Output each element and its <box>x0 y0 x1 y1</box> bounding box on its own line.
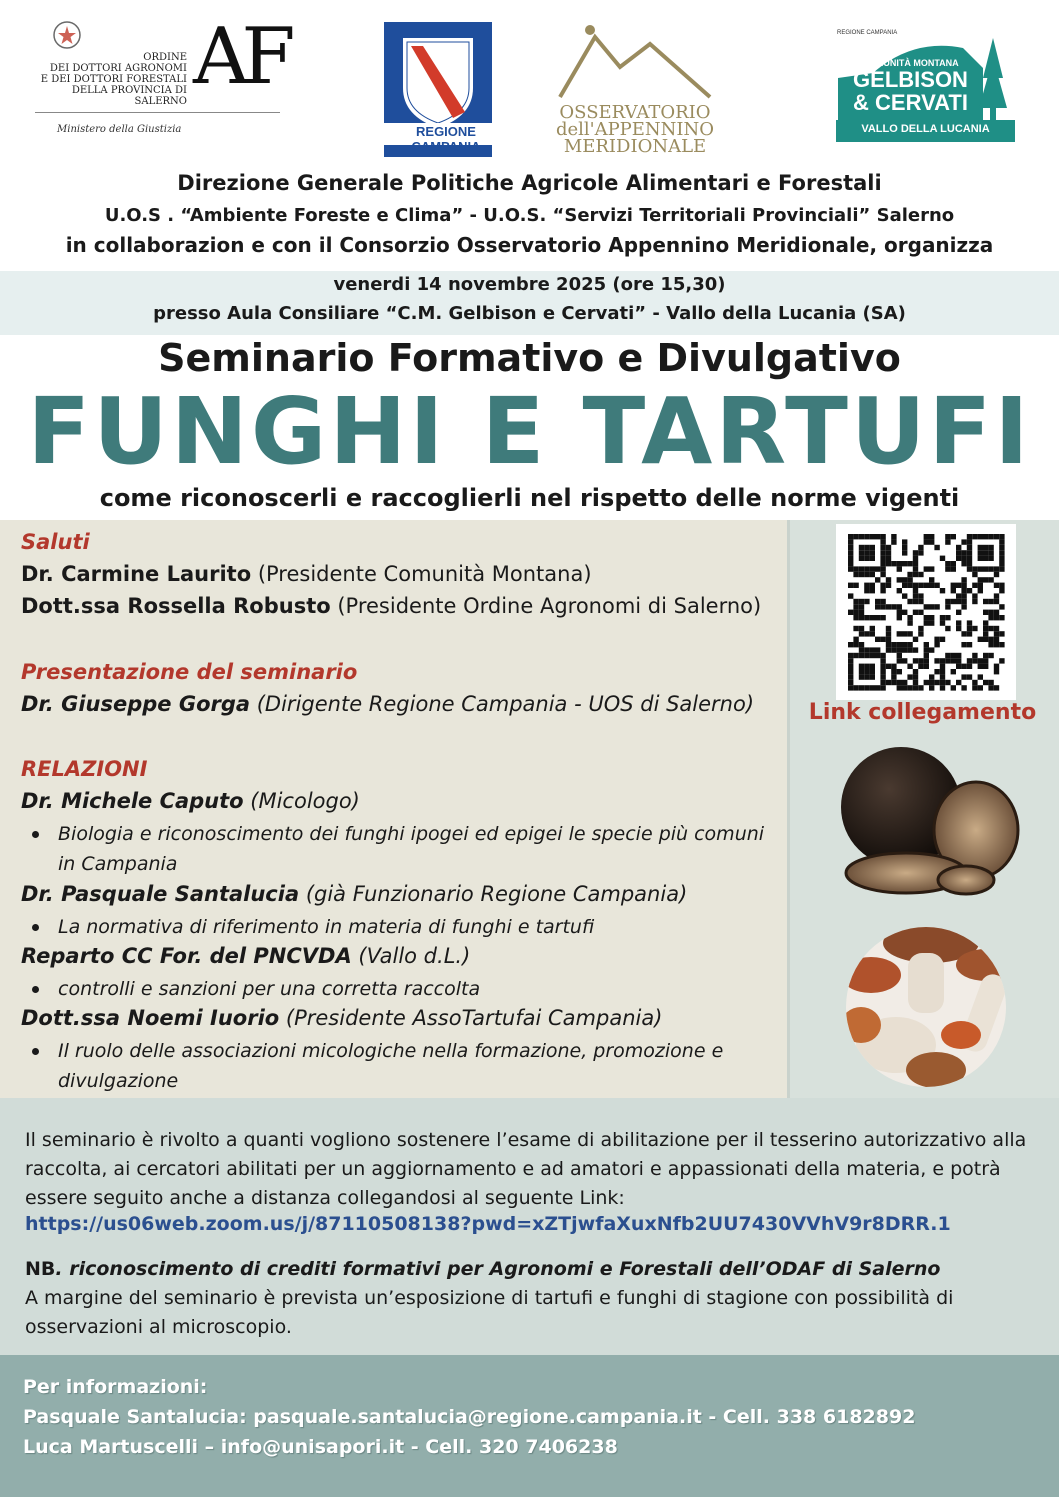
presentazione-heading: Presentazione del seminario <box>21 660 358 684</box>
speaker-caputo: Dr. Michele Caputo (Micologo) <box>21 789 360 813</box>
regione-campania-label: REGIONE CAMPANIA <box>411 124 481 154</box>
topic-santalucia: La normativa di riferimento in materia di funghi e tartufi <box>30 912 785 942</box>
event-venue: presso Aula Consiliare “C.M. Gelbison e Cervati” - Vallo della Lucania (SA) <box>153 303 906 324</box>
header-direzione: Direzione Generale Politiche Agricole Alimentari e Forestali <box>177 171 882 195</box>
event-date: venerdi 14 novembre 2025 (ore 15,30) <box>333 274 726 295</box>
link-collegamento-label: Link collegamento <box>808 700 1037 725</box>
gelbison-region-label: REGIONE CAMPANIA <box>837 30 898 36</box>
gelbison-cervati-logo <box>833 30 1018 145</box>
program-panel <box>0 520 787 1098</box>
regione-campania-logo <box>381 20 511 160</box>
info-intro: Il seminario è rivolto a quanti vogliono sostenere l’esame di abilitazione per il tesserino autorizzativo alla raccolta, ai cercatori abilitati per un aggiornamento e ad amatori e appassionati della materia, e potrà essere seguito anche a distanza collegandosi al seguente Link: <box>25 1129 1027 1209</box>
osservatorio-line-3: MERIDIONALE <box>563 136 707 157</box>
contact-panel <box>0 1355 1059 1497</box>
main-title: FUNGHI E TARTUFI <box>27 378 1032 485</box>
topic-caputo: Biologia e riconoscimento dei funghi ipogei ed epigei le specie più comuni in Campania <box>30 819 785 879</box>
odaf-af-mark: AF <box>193 12 288 102</box>
date-band <box>0 271 1059 335</box>
margine-note: A margine del seminario è prevista un’esposizione di tartufi e funghi di stagione con possibilità di osservazioni al microscopio. <box>25 1287 954 1338</box>
contacts-heading: Per informazioni: <box>23 1376 208 1398</box>
relazioni-heading: RELAZIONI <box>21 757 148 781</box>
contact-martuscelli[interactable]: Luca Martuscelli – info@unisapori.it - Cell. 320 7406238 <box>23 1436 618 1458</box>
osservatorio-line-1: OSSERVATORIO <box>559 102 711 123</box>
odaf-line-3: E DEI DOTTORI FORESTALI <box>40 74 187 85</box>
speaker-robusto: Dott.ssa Rossella Robusto (Presidente Ordine Agronomi di Salerno) <box>21 594 762 618</box>
header-uos: U.O.S . “Ambiente Foreste e Clima” - U.O.S. “Servizi Territoriali Provinciali” Salerno <box>104 205 955 226</box>
main-subtitle: come riconoscerli e raccoglierli nel rispetto delle norme vigenti <box>99 484 960 512</box>
speaker-iuorio: Dott.ssa Noemi Iuorio (Presidente AssoTartufai Campania) <box>21 1006 663 1030</box>
speaker-gorga: Dr. Giuseppe Gorga (Dirigente Regione Campania - UOS di Salerno) <box>21 692 755 716</box>
gelbison-name-2: & CERVATI <box>853 90 968 115</box>
truffle-image <box>836 745 1026 900</box>
speaker-santalucia: Dr. Pasquale Santalucia (già Funzionario Regione Campania) <box>21 882 688 906</box>
qr-code[interactable] <box>836 524 1016 700</box>
zoom-link[interactable]: https://us06web.zoom.us/j/87110508138?pwd=xZTjwfaXuxNfb2UU7430VVhV9r8DRR.1 <box>25 1213 951 1235</box>
ministero-label: Ministero della Giustizia <box>57 124 182 135</box>
qr-code-icon[interactable] <box>836 524 1016 700</box>
topic-reparto: controlli e sanzioni per una corretta raccolta <box>30 974 785 1004</box>
gelbison-bottom: VALLO DELLA LUCANIA <box>861 123 990 135</box>
speaker-reparto: Reparto CC For. del PNCVDA (Vallo d.L.) <box>21 944 471 968</box>
mushroom-image <box>836 925 1016 1090</box>
topic-iuorio: Il ruolo delle associazioni micologiche nella formazione, promozione e divulgazione <box>30 1036 785 1096</box>
contact-santalucia[interactable]: Pasquale Santalucia: pasquale.santalucia@regione.campania.it - Cell. 338 6182892 <box>23 1406 916 1428</box>
saluti-heading: Saluti <box>21 530 90 554</box>
odaf-line-4: DELLA PROVINCIA DI SALERNO <box>71 85 187 107</box>
gelbison-comunita: COMUNITÀ MONTANA <box>862 58 959 68</box>
speaker-laurito: Dr. Carmine Laurito (Presidente Comunità Montana) <box>21 562 592 586</box>
mountains-icon <box>550 22 720 102</box>
gelbison-name-1: GELBISON <box>853 67 968 92</box>
odaf-line-2: DEI DOTTORI AGRONOMI <box>49 63 187 74</box>
osservatorio-logo <box>550 22 720 162</box>
seminario-title: Seminario Formativo e Divulgativo <box>158 336 901 380</box>
nb-note: NB. riconoscimento di crediti formativi per Agronomi e Forestali dell’ODAF di Salerno <box>25 1258 941 1280</box>
odaf-logo <box>35 12 288 143</box>
italy-emblem-icon <box>52 20 82 52</box>
osservatorio-line-2: dell'APPENNINO <box>555 119 715 140</box>
header-collaborazione: in collaborazion e con il Consorzio Osservatorio Appennino Meridionale, organizza <box>65 233 994 257</box>
odaf-line-1: ORDINE <box>143 52 187 63</box>
